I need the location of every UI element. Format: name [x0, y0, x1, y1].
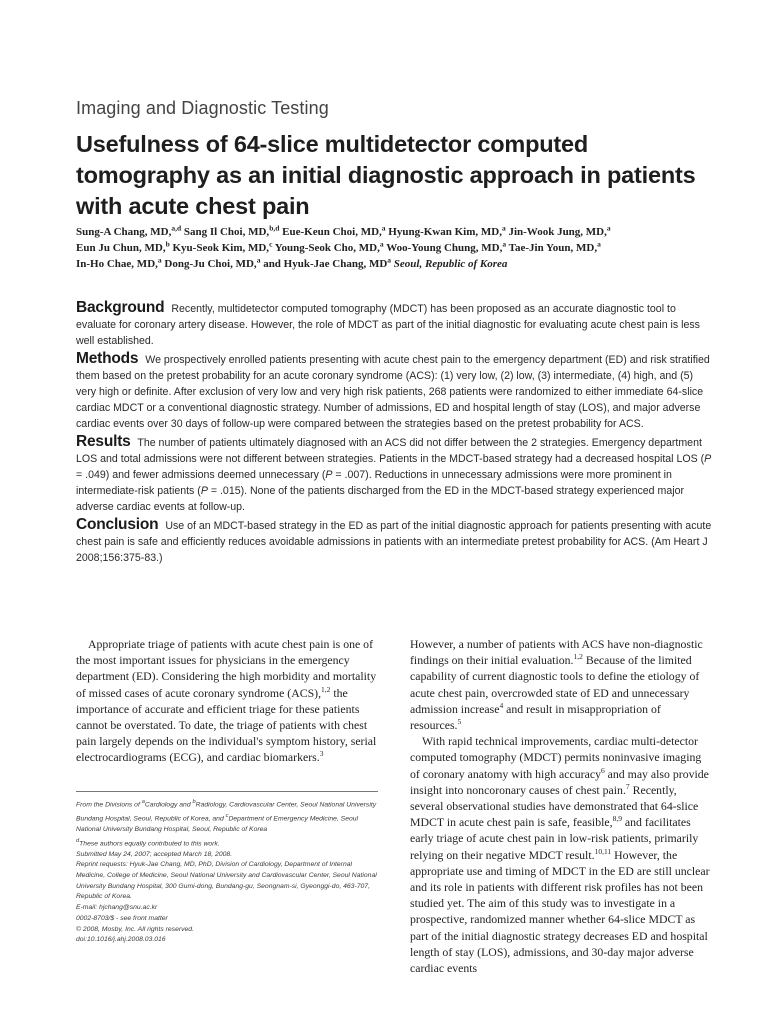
body-paragraph [76, 636, 378, 766]
body-text: and may also provide insight into noncoronary causes of chest pain. [410, 766, 709, 797]
body-column-right [410, 636, 713, 976]
author-name: In-Ho Chae, MD, [76, 258, 158, 270]
affiliation-mark: d [76, 837, 80, 844]
affiliation-mark: a [379, 239, 384, 249]
body-text: Recently, several observational studies have demonstrated that 64-slice MDCT in acute chest pain is safe, feasible, [410, 782, 699, 830]
issn-note: 0002-8703/$ - see front matter [76, 914, 168, 922]
footnote-divider [76, 791, 378, 792]
doi: doi:10.1016/j.ahj.2008.03.016 [76, 936, 166, 944]
article-title: Usefulness of 64-slice multidetector computed tomography as an initial diagnostic approach in patients with acute chest pain [76, 131, 696, 219]
affiliation-mark: a [597, 239, 601, 249]
p-value-symbol: P [325, 468, 333, 481]
abstract-text: Recently, multidetector computed tomography (MDCT) has been proposed as an accurate diagnostic tool to evaluate for coronary artery disease. However, the role of MDCT as part of the initial diagnostic for evaluating acute chest pain is less well established. [76, 303, 700, 347]
affiliation-mark: a [381, 223, 386, 233]
affiliation-mark: a [502, 239, 507, 249]
author-name: Jin-Wook Jung, MD, [505, 226, 607, 238]
affiliation-mark: a,d [171, 223, 182, 233]
author-name: and Hyuk-Jae Chang, MD [260, 258, 388, 270]
body-text: Appropriate triage of patients with acute chest pain is one of the most important issues for physicians in the emergency department (ED). Considering the high morbidity and mortality of missed cases of acute coronary syndrome (ACS), [76, 637, 377, 700]
affiliation-mark: b [165, 239, 170, 249]
affiliation-mark: b,d [269, 223, 280, 233]
body-text: the importance of accurate and efficient triage for these patients cannot be overstated. To date, the triage of patients with chest pain largely depends on the individual's symptom history, serial electrocardiograms (ECG), and cardiac biomarkers. [76, 685, 377, 765]
reprint-requests: Reprint requests: Hyuk-Jae Chang, MD, PhD, Division of Cardiology, Department of Internal Medicine, College of Medicine, Seoul National University and Cardiovascular Center, Seoul National University Bundang Hospital, 300 Gumi-dong, Bundang-gu, Seongnam-si, Gyeonggi-do, 463-707, Republic of Korea. [76, 861, 377, 901]
body-text: However, a number of patients with ACS have non-diagnostic findings on their initial evaluation. [410, 637, 703, 668]
abstract-text: = .049) and fewer admissions deemed unnecessary ( [76, 468, 326, 481]
affiliation-mark: c [269, 239, 273, 249]
author-list [76, 224, 726, 272]
body-text: With rapid technical improvements, cardiac multi-detector computed tomography (MDCT) permits noninvasive imaging of coronary anatomy with high accuracy [410, 734, 702, 781]
abstract-text: Use of an MDCT-based strategy in the ED as part of the initial diagnostic approach for patients presenting with acute chest pain is safe and efficiently reduces avoidable admissions in patients with an intermediate pretest probability for ACS. (Am Heart J 2008;156:375-83.) [76, 520, 712, 564]
reference-mark: 1,2 [573, 652, 583, 662]
author-name: Sang Il Choi, MD, [181, 226, 270, 238]
abstract-results [76, 434, 714, 515]
p-value-symbol: P [704, 453, 712, 466]
author-name: Dong-Ju Choi, MD, [161, 258, 257, 270]
abstract-text: = .007). Reductions in unnecessary admissions were more prominent in intermediate-risk patients ( [76, 468, 672, 497]
body-text: and result in misappropriation of resources. [410, 701, 661, 733]
author-name: Woo-Young Chung, MD, [383, 242, 503, 254]
reference-mark: 10,11 [594, 846, 612, 856]
author-name: Young-Seok Cho, MD, [272, 242, 380, 254]
abstract-text: = .015). None of the patients discharged from the ED in the MDCT-based strategy experienced major adverse cardiac events at follow-up. [76, 484, 684, 513]
reference-mark: 6 [600, 765, 605, 775]
contact-email: E-mail: hjchang@snu.ac.kr [76, 904, 158, 912]
copyright-note: © 2008, Mosby, Inc. All rights reserved. [76, 925, 194, 933]
abstract-heading: Methods [76, 350, 139, 368]
body-column-left [76, 636, 378, 766]
abstract-conclusion [76, 517, 714, 566]
reference-mark: 4 [499, 700, 504, 710]
author-name: Tae-Jin Youn, MD, [506, 242, 598, 254]
author-name: Eue-Keun Choi, MD, [279, 226, 382, 238]
author-name: Hyung-Kwan Kim, MD, [385, 226, 502, 238]
footnote-text: Cardiology and [144, 801, 193, 809]
body-text: and facilitates early triage of acute chest pain in low-risk patients, primarily relying on their negative MDCT result. [410, 815, 699, 862]
abstract [76, 300, 714, 569]
affiliation-mark: a [141, 799, 145, 805]
reference-mark: 1,2 [321, 684, 331, 694]
affiliation-mark: a [157, 255, 162, 265]
footnote-text: Radiology, Cardiovascular Center, Seoul National University Bundang Hospital, Seoul, Republic of Korea, and [76, 801, 377, 823]
reference-mark: 8,9 [612, 814, 622, 824]
affiliations-note [76, 797, 378, 836]
section-label: Imaging and Diagnostic Testing [76, 98, 329, 118]
author-name: Eun Ju Chun, MD, [76, 242, 166, 254]
body-paragraph [410, 733, 713, 976]
author-location: Seoul, Republic of Korea [391, 258, 508, 270]
abstract-background [76, 300, 714, 349]
affiliation-mark: b [192, 799, 196, 805]
affiliation-mark: c [225, 812, 229, 819]
footnote-text: These authors equally contributed to this work. [79, 839, 220, 847]
p-value-symbol: P [200, 484, 208, 497]
reference-mark: 5 [457, 717, 462, 727]
abstract-text: We prospectively enrolled patients presenting with acute chest pain to the emergency department (ED) and risk stratified them based on the pretest probability for an acute coronary syndrome (ACS): (1) very low, (2) low, (3) intermediate, (4) high, and (5) very high or definite. After exclusion of very low and very high risk patients, 268 patients were randomized to either immediate 64-slice cardiac MDCT or a conventional diagnostic strategy. Number of admissions, ED and hospital length of stay (LOS), and major adverse cardiac events over 30 days of follow-up were compared between the strategies based on the pretest probability for ACS. [76, 354, 710, 430]
body-text: However, the appropriate use and timing of MDCT in the ED are still unclear and its role in patients with different risk profiles has not been studied yet. The aim of this study was to investigate in a prospective, randomized manner whether 64-slice MDCT as part of the initial diagnostic strategy decreases ED and hospital length of stay (LOS), admissions, and 30-day major adverse cardiac events [410, 847, 710, 976]
affiliation-mark: a [606, 223, 611, 233]
reference-mark: 7 [625, 781, 630, 791]
contribution-note [76, 836, 378, 850]
abstract-methods [76, 351, 714, 432]
affiliation-mark: a [387, 255, 392, 265]
reference-mark: 3 [319, 749, 324, 759]
footnote-text: Department of Emergency Medicine, Seoul National University Bundang Hospital, Seoul, Republic of Korea [76, 815, 359, 833]
abstract-heading: Conclusion [76, 516, 159, 534]
affiliation-mark: a [501, 223, 506, 233]
author-name: Kyu-Seok Kim, MD, [169, 242, 270, 254]
body-paragraph [410, 636, 713, 733]
author-name: Sung-A Chang, MD, [76, 226, 172, 238]
abstract-text: The number of patients ultimately diagnosed with an ACS did not differ between the 2 strategies. Emergency department LOS and total admissions were not different between strategies. Patients in the MDCT-based strategy had a decreased hospital LOS ( [76, 437, 705, 466]
footnote-text: From the Divisions of [76, 801, 142, 809]
abstract-heading: Results [76, 433, 131, 451]
affiliation-mark: a [256, 255, 261, 265]
abstract-heading: Background [76, 299, 165, 316]
footnotes [76, 797, 378, 946]
body-text: Because of the limited capability of current diagnostic tools to define the etiology of acute chest pain, overcrowded state of ED and unnecessary admission increase [410, 653, 700, 716]
submission-dates: Submitted May 24, 2007; accepted March 18, 2008. [76, 850, 233, 858]
